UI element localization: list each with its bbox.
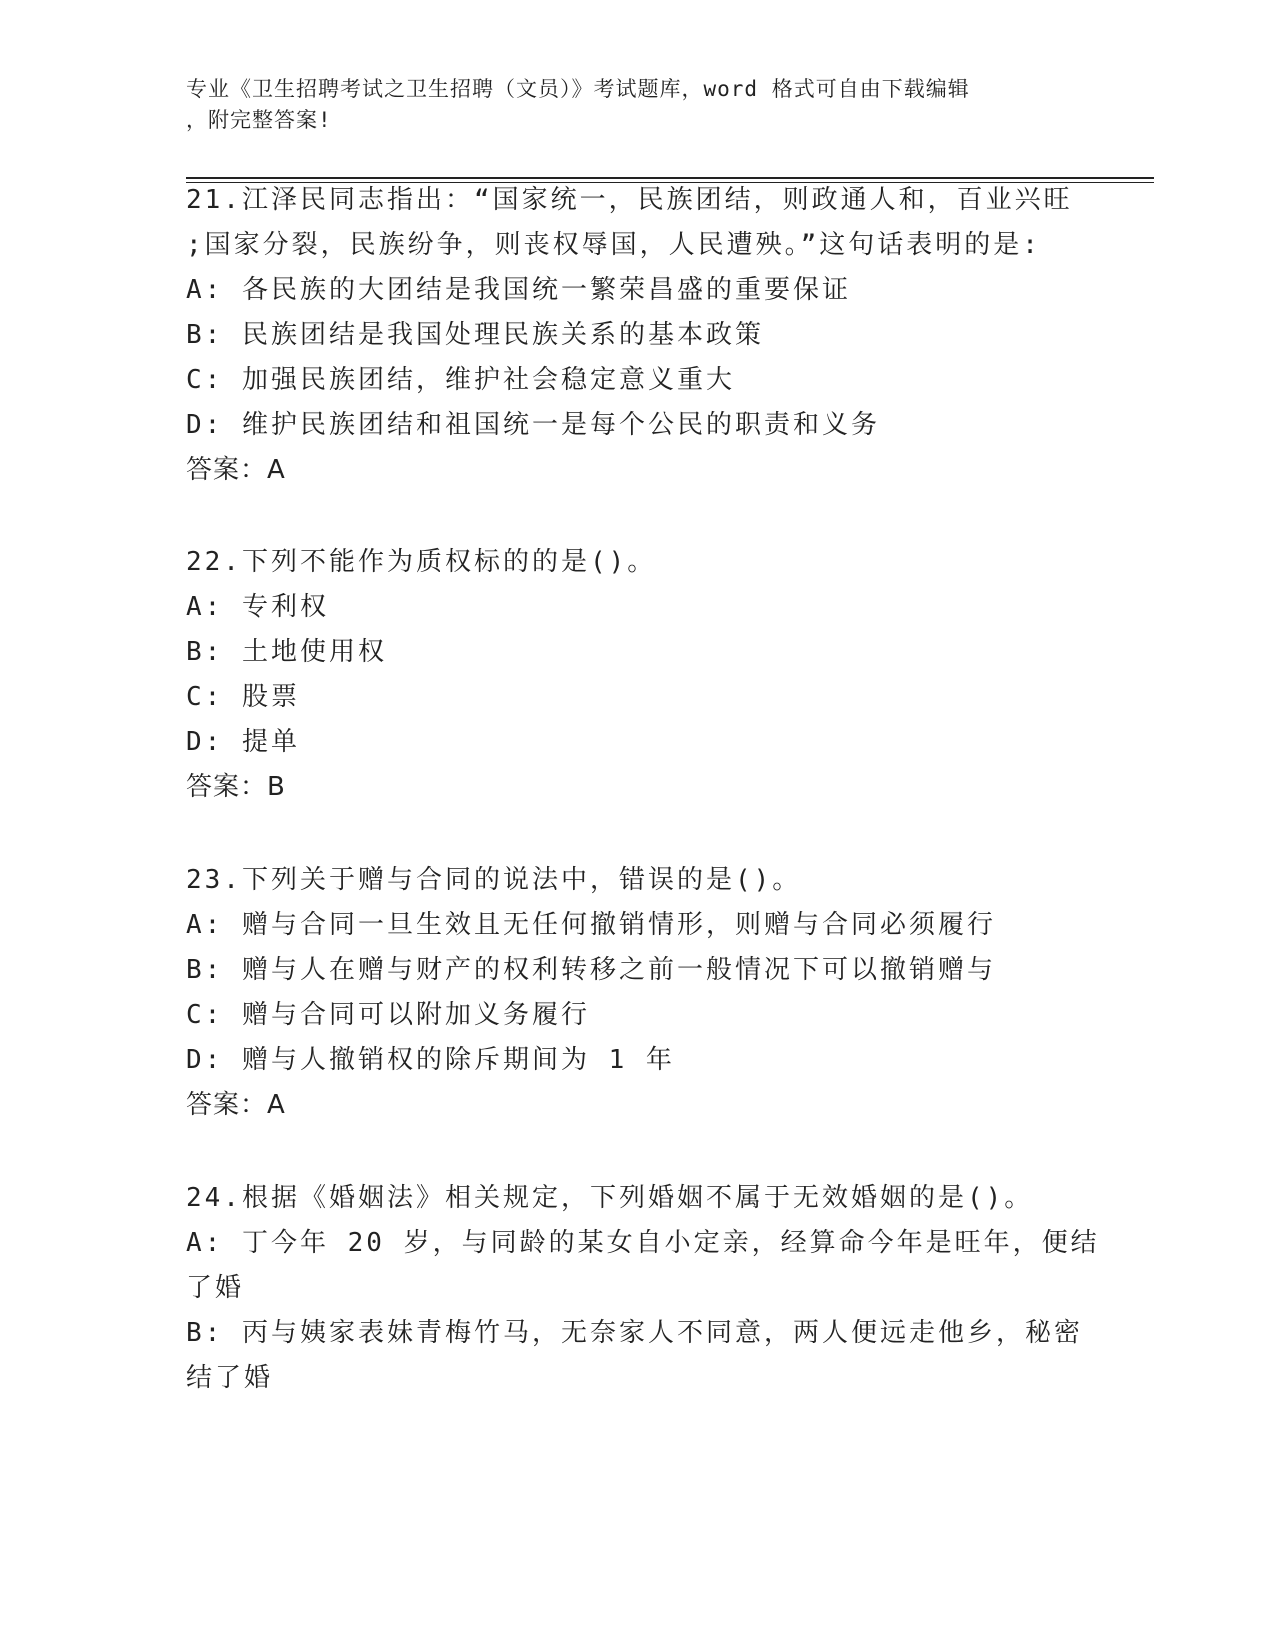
answer-line: 答案：A xyxy=(186,455,286,485)
option-d: D: 提单 xyxy=(186,727,300,757)
option-b: B: 土地使用权 xyxy=(186,637,387,667)
option-a: A: 专利权 xyxy=(186,592,329,622)
answer-line: 答案：B xyxy=(186,772,286,802)
option-c: C: 股票 xyxy=(186,682,300,712)
header-line-2: ，附完整答案! xyxy=(186,108,332,132)
question-21 xyxy=(186,178,1076,493)
question-22 xyxy=(186,540,1076,810)
option-a: A: 赠与合同一旦生效且无任何撤销情形，则赠与合同必须履行 xyxy=(186,910,996,940)
header-line-1: 专业《卫生招聘考试之卫生招聘（文员）》考试题库，word 格式可自由下载编辑 xyxy=(186,77,970,101)
option-a: A: 各民族的大团结是我国统一繁荣昌盛的重要保证 xyxy=(186,275,851,305)
question-24 xyxy=(186,1176,1100,1401)
option-b: B: 民族团结是我国处理民族关系的基本政策 xyxy=(186,320,764,350)
option-b-continued: 结了婚 xyxy=(186,1363,274,1393)
document-header xyxy=(186,74,1076,136)
option-b: B: 丙与姨家表妹青梅竹马，无奈家人不同意，两人便远走他乡，秘密 xyxy=(186,1318,1083,1348)
option-d: D: 维护民族团结和祖国统一是每个公民的职责和义务 xyxy=(186,410,880,440)
option-a: A: 丁今年 20 岁，与同龄的某女自小定亲，经算命今年是旺年，便结 xyxy=(186,1228,1100,1258)
option-c: C: 加强民族团结，维护社会稳定意义重大 xyxy=(186,365,735,395)
question-23 xyxy=(186,858,1076,1128)
question-stem: 22.下列不能作为质权标的的是()。 xyxy=(186,547,657,577)
option-b: B: 赠与人在赠与财产的权利转移之前一般情况下可以撤销赠与 xyxy=(186,955,996,985)
option-d: D: 赠与人撤销权的除斥期间为 1 年 xyxy=(186,1045,675,1075)
question-stem-continued: ;国家分裂，民族纷争，则丧权辱国，人民遭殃。”这句话表明的是: xyxy=(186,230,1041,260)
option-c: C: 赠与合同可以附加义务履行 xyxy=(186,1000,590,1030)
option-a-continued: 了婚 xyxy=(186,1273,245,1303)
answer-line: 答案：A xyxy=(186,1090,286,1120)
question-stem: 24.根据《婚姻法》相关规定，下列婚姻不属于无效婚姻的是()。 xyxy=(186,1183,1034,1213)
question-stem: 23.下列关于赠与合同的说法中，错误的是()。 xyxy=(186,865,802,895)
question-stem: 21.江泽民同志指出：“国家统一，民族团结，则政通人和，百业兴旺 xyxy=(186,185,1073,215)
